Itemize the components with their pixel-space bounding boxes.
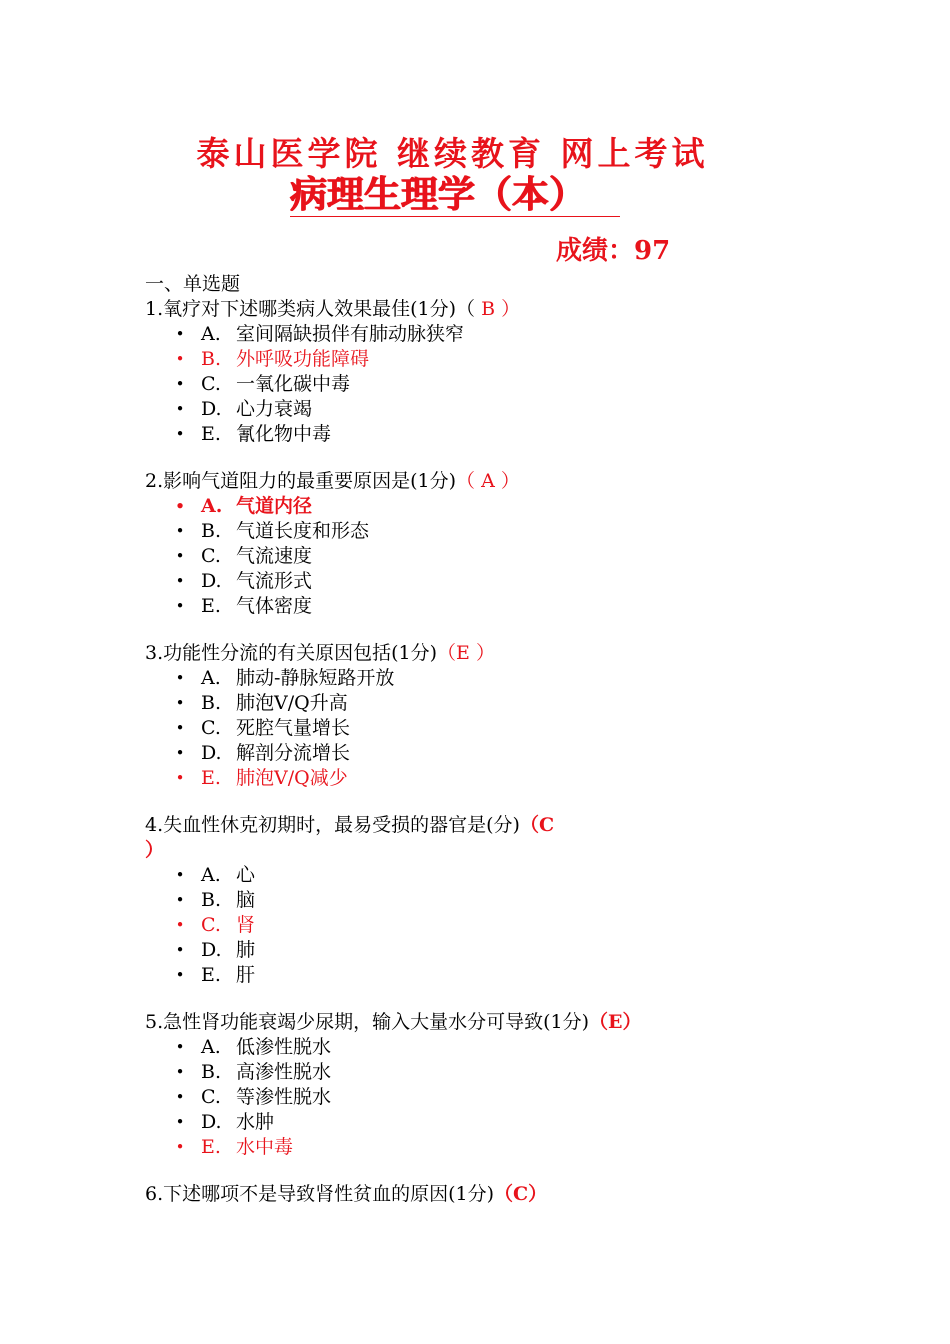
section-title: 一、单选题: [145, 273, 241, 295]
option-c: [175, 372, 745, 397]
option-text: 肺动-静脉短路开放: [236, 667, 395, 689]
option-b: [175, 519, 745, 544]
option-letter: A.: [201, 667, 221, 689]
bullet-icon: •: [175, 1088, 185, 1106]
question-stem-text: 2.影响气道阻力的最重要原因是(1分): [145, 470, 457, 492]
question-stem: [145, 297, 745, 322]
question-6: [145, 1182, 745, 1207]
option-letter: D.: [201, 742, 222, 764]
question-stem-text: 3.功能性分流的有关原因包括(1分): [145, 642, 438, 664]
option-text: 外呼吸功能障碍: [236, 348, 370, 370]
bullet-icon: •: [175, 694, 185, 712]
option-text: 肾: [236, 914, 256, 936]
option-c: [175, 913, 745, 938]
option-a: [175, 1035, 745, 1060]
option-e: [175, 594, 745, 619]
option-e: [175, 422, 745, 447]
option-d: [175, 741, 745, 766]
option-list: [145, 666, 745, 791]
option-letter: E.: [201, 595, 221, 617]
bullet-icon: •: [175, 597, 185, 615]
option-c: [175, 544, 745, 569]
option-text: 室间隔缺损伴有肺动脉狭窄: [236, 323, 465, 345]
option-d: [175, 938, 745, 963]
option-text: 低渗性脱水: [236, 1036, 332, 1058]
bullet-icon: •: [175, 350, 185, 368]
bullet-icon: •: [175, 1113, 185, 1131]
question-answer: （E）: [589, 1011, 642, 1033]
option-letter: A.: [201, 323, 221, 345]
question-stem-text: 1.氧疗对下述哪类病人效果最佳(1分)（: [145, 298, 476, 320]
option-text: 等渗性脱水: [236, 1086, 332, 1108]
option-b: [175, 691, 745, 716]
exam-content: [145, 272, 745, 1229]
bullet-icon: •: [175, 966, 185, 984]
question-5: [145, 1010, 745, 1160]
question-stem: [145, 641, 745, 666]
bullet-icon: •: [175, 497, 185, 515]
bullet-icon: •: [175, 866, 185, 884]
option-d: [175, 1110, 745, 1135]
question-3: [145, 641, 745, 791]
option-letter: A.: [201, 495, 223, 517]
question-stem: [145, 1182, 745, 1207]
course-title: 病理生理学（本）: [290, 172, 620, 217]
option-text: 肺泡V/Q减少: [236, 767, 348, 789]
bullet-icon: •: [175, 916, 185, 934]
question-stem-text: 4.失血性休克初期时，最易受损的器官是(分): [145, 814, 520, 836]
option-letter: B.: [201, 889, 222, 911]
bullet-icon: •: [175, 1138, 185, 1156]
option-b: [175, 888, 745, 913]
option-text: 一氧化碳中毒: [236, 373, 351, 395]
bullet-icon: •: [175, 547, 185, 565]
option-text: 气道内径: [236, 495, 313, 517]
score: 成绩：97: [556, 236, 671, 266]
question-stem: [145, 469, 745, 494]
option-list: [145, 863, 745, 988]
option-letter: E.: [201, 1136, 221, 1158]
option-e: [175, 1135, 745, 1160]
bullet-icon: •: [175, 769, 185, 787]
option-text: 心力衰竭: [236, 398, 313, 420]
option-b: [175, 347, 745, 372]
bullet-icon: •: [175, 669, 185, 687]
option-d: [175, 569, 745, 594]
bullet-icon: •: [175, 375, 185, 393]
bullet-icon: •: [175, 425, 185, 443]
option-text: 肺泡V/Q升高: [236, 692, 348, 714]
option-letter: B.: [201, 692, 222, 714]
option-text: 水中毒: [236, 1136, 294, 1158]
option-letter: D.: [201, 570, 222, 592]
question-answer: （C）: [494, 1183, 548, 1205]
bullet-icon: •: [175, 1038, 185, 1056]
bullet-icon: •: [175, 325, 185, 343]
option-text: 气体密度: [236, 595, 313, 617]
option-text: 肺: [236, 939, 256, 961]
question-answer: （E ）: [437, 642, 495, 664]
bullet-icon: •: [175, 572, 185, 590]
option-text: 高渗性脱水: [236, 1061, 332, 1083]
option-letter: C.: [201, 545, 221, 567]
option-e: [175, 963, 745, 988]
option-letter: E.: [201, 423, 221, 445]
option-d: [175, 397, 745, 422]
option-letter: B.: [201, 348, 222, 370]
option-letter: E.: [201, 964, 221, 986]
option-letter: B.: [201, 520, 222, 542]
option-letter: D.: [201, 939, 222, 961]
option-letter: D.: [201, 1111, 222, 1133]
option-letter: E.: [201, 767, 221, 789]
school-title: 泰山医学院 继续教育 网上考试: [196, 134, 709, 173]
option-text: 解剖分流增长: [236, 742, 351, 764]
option-text: 心: [236, 864, 256, 886]
option-letter: C.: [201, 717, 221, 739]
bullet-icon: •: [175, 400, 185, 418]
option-text: 气道长度和形态: [236, 520, 370, 542]
option-letter: A.: [201, 864, 221, 886]
option-c: [175, 1085, 745, 1110]
option-text: 气流速度: [236, 545, 313, 567]
option-letter: D.: [201, 398, 222, 420]
question-stem-continuation: [145, 838, 745, 863]
option-letter: A.: [201, 1036, 221, 1058]
question-1: [145, 297, 745, 447]
option-c: [175, 716, 745, 741]
option-text: 死腔气量增长: [236, 717, 351, 739]
option-text: 肝: [236, 964, 256, 986]
option-text: 氰化物中毒: [236, 423, 332, 445]
option-text: 气流形式: [236, 570, 313, 592]
option-letter: B.: [201, 1061, 222, 1083]
bullet-icon: •: [175, 744, 185, 762]
option-b: [175, 1060, 745, 1085]
bullet-icon: •: [175, 891, 185, 909]
bullet-icon: •: [175, 719, 185, 737]
option-text: 水肿: [236, 1111, 275, 1133]
option-a: [175, 863, 745, 888]
question-2: [145, 469, 745, 619]
option-letter: C.: [201, 914, 221, 936]
option-a: [175, 494, 745, 519]
question-stem: [145, 1010, 745, 1035]
option-letter: C.: [201, 1086, 221, 1108]
option-list: [145, 494, 745, 619]
question-answer: （ A ）: [456, 470, 520, 492]
bullet-icon: •: [175, 522, 185, 540]
question-answer: （C: [519, 814, 555, 836]
option-a: [175, 322, 745, 347]
question-answer-tail: ）: [145, 839, 165, 861]
question-stem-text: 5.急性肾功能衰竭少尿期，输入大量水分可导致(1分): [145, 1011, 590, 1033]
bullet-icon: •: [175, 1063, 185, 1081]
question-stem-text: 6.下述哪项不是导致肾性贫血的原因(1分): [145, 1183, 495, 1205]
option-a: [175, 666, 745, 691]
bullet-icon: •: [175, 941, 185, 959]
question-answer: B ）: [475, 298, 521, 320]
option-text: 脑: [236, 889, 256, 911]
question-4: [145, 813, 745, 988]
option-list: [145, 322, 745, 447]
option-letter: C.: [201, 373, 221, 395]
option-e: [175, 766, 745, 791]
option-list: [145, 1035, 745, 1160]
question-stem: [145, 813, 745, 838]
